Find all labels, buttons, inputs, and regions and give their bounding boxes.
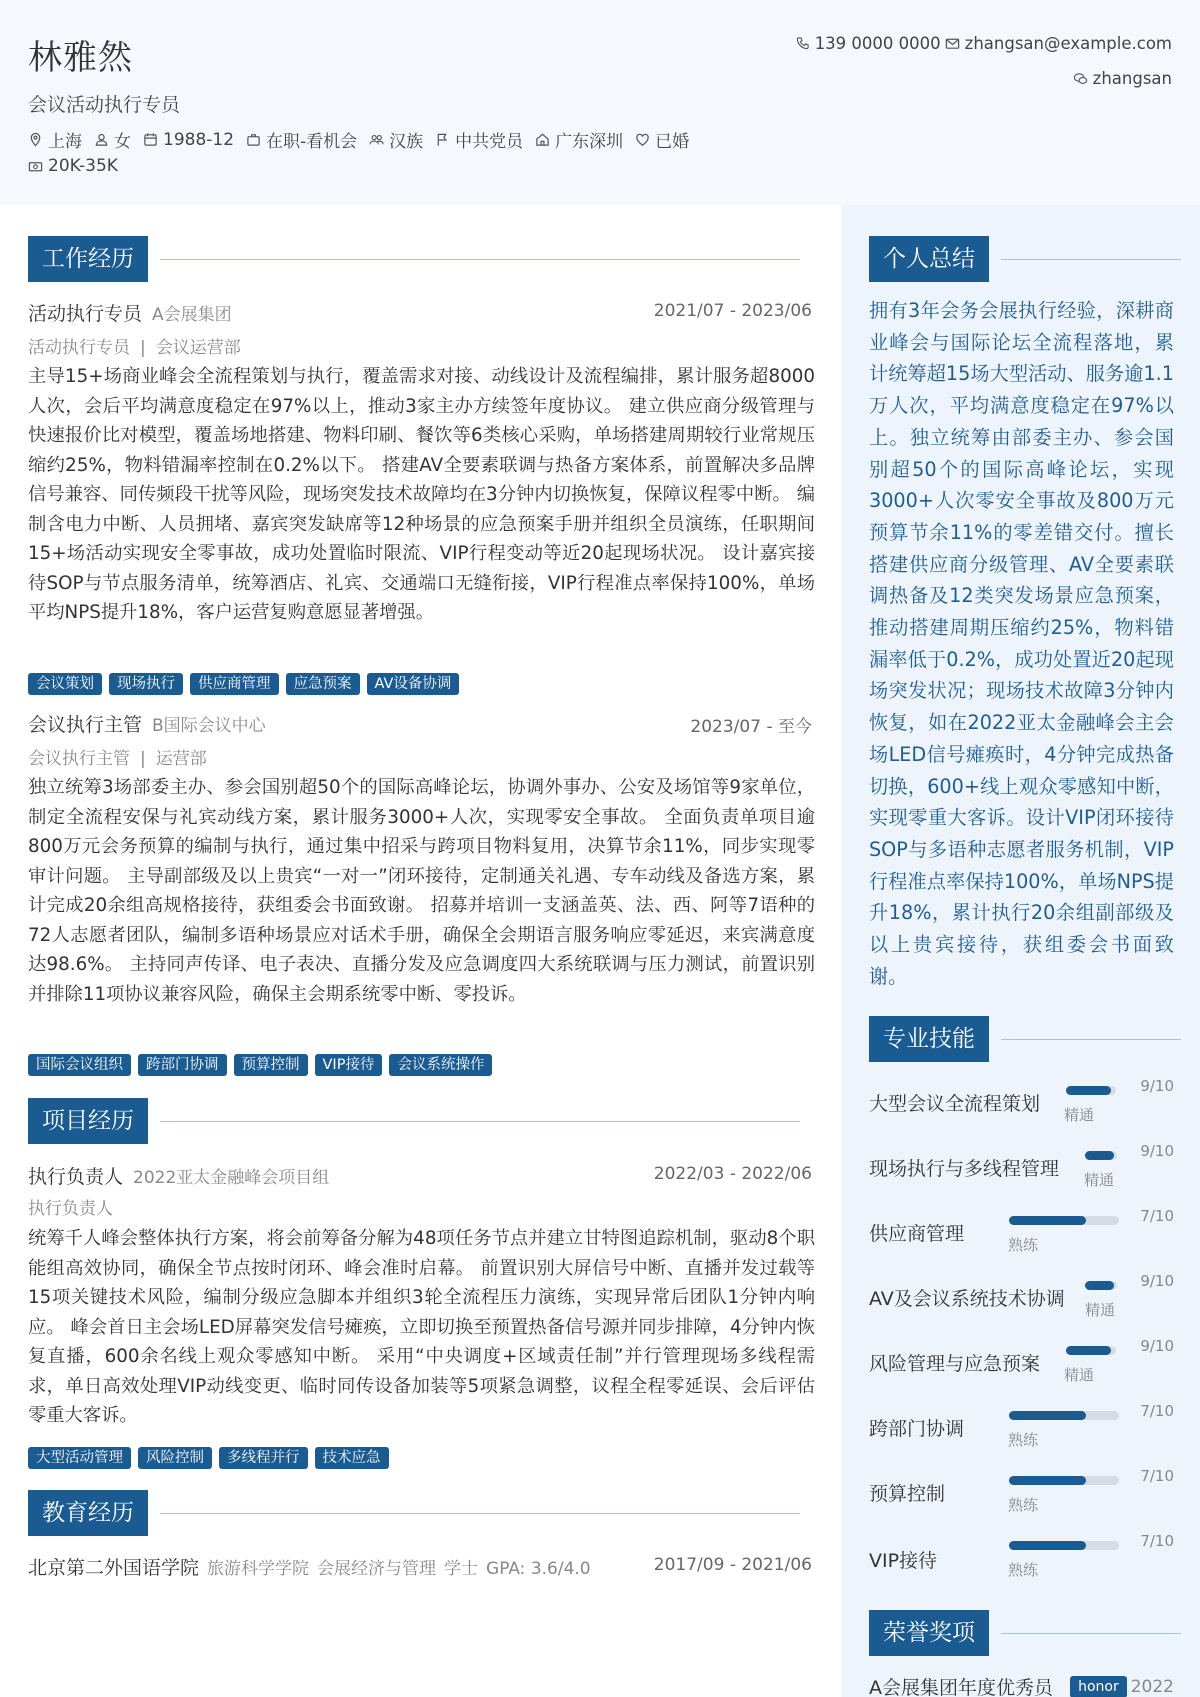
skills-heading: 专业技能 [869, 1016, 989, 1062]
gender-item [94, 127, 131, 152]
phone-icon [795, 36, 810, 51]
calendar-icon [143, 132, 158, 147]
company-name: B国际会议中心 [152, 716, 266, 736]
job-date: 2021/07 - 2023/06 [653, 301, 812, 321]
skill-tag: 大型活动管理 [28, 1447, 131, 1469]
skill-tag: 供应商管理 [190, 673, 279, 695]
summary-text: 拥有3年会务会展执行经验，深耕商业峰会与国际论坛全流程落地，累计统筹超15场大型活动、服务逾1.1万人次，平均满意度稳定在97%以上。独立统筹由部委主办、参会国别超50个的国际高峰论坛，实现3000+人次零安全事故及800万元预算节余11%的零差错交付。擅长搭建供应商分级管理、AV全要素联调热备及12类突发场景应急预案，推动搭建周期压缩约25%，物料错漏率低于0.2%，成功处置近20起现场突发状况；现场技术故障3分钟内恢复，如在2022亚太金融峰会主会场LED信号瘫痪时，4分钟完成热备切换，600+线上观众零感知中断，实现零重大客诉。设计VIP闭环接待SOP与多语种志愿者服务机制，VIP行程准点率保持100%，单场NPS提升18%，累计执行20余组副部级及以上贵宾接待，获组委会书面致谢。 [869, 299, 1174, 988]
skill-name: 供应商管理 [869, 1223, 965, 1245]
personal-info-row [28, 127, 701, 152]
school-name: 北京第二外国语学院 [28, 1557, 200, 1579]
honor-badge: honor [1070, 1676, 1127, 1697]
job-role: 活动执行专员 [28, 338, 130, 358]
award-year: 2022 [1130, 1676, 1174, 1697]
project-date: 2022/03 - 2022/06 [653, 1164, 812, 1184]
job-dept: 运营部 [155, 749, 207, 769]
skills-section-header [869, 1016, 1181, 1062]
status-text: 在职-看机会 [266, 132, 358, 152]
degree: 学士 [444, 1559, 479, 1579]
skill-tag: 预算控制 [234, 1054, 308, 1076]
flag-icon [435, 132, 450, 147]
home-icon [535, 132, 550, 147]
section-divider [1001, 1633, 1181, 1634]
wechat-row [1073, 69, 1172, 88]
gpa: GPA: 3.6/4.0 [486, 1559, 591, 1579]
skill-tag: 多线程并行 [219, 1447, 308, 1469]
political-item [435, 127, 523, 152]
section-divider [160, 259, 800, 260]
section-divider [160, 1513, 800, 1514]
skill-bar [1066, 1346, 1116, 1355]
skill-name: 预算控制 [869, 1483, 946, 1505]
skill-tag: 会议策划 [28, 673, 102, 695]
skill-level: 熟练 [1008, 1496, 1039, 1514]
skill-score: 7/10 [1140, 1532, 1174, 1550]
birth-text: 1988-12 [163, 129, 235, 150]
marital-text: 已婚 [655, 132, 690, 152]
user-icon [94, 132, 109, 147]
job-description: 独立统筹3场部委主办、参会国别超50个的国际高峰论坛，协调外事办、公安及场馆等9家单位，制定全流程安保与礼宾动线方案，累计服务3000+人次，实现零安全事故。 全面负责单项目逾800万元会务预算的编制与执行，通过集中招采与跨项目物料复用，决算节余11%，同步实现零审计问题。 主导副部级及以上贵宾“一对一”闭环接待，定制通关礼遇、专车动线及备选方案，累计完成20余组高规格接待，获组委会书面致谢。 招募并培训一支涵盖英、法、西、阿等7语种的72人志愿者团队，编制多语种场景应对话术手册，确保全会期语言服务响应零延迟，来宾满意度达98.6%。 主持同声传译、电子表决、直播分发及应急调度四大系统联调与压力测试，前置识别并排除11项协议兼容风险，确保主会期系统零中断、零投诉。 [28, 777, 815, 1005]
skill-bar-fill [1009, 1411, 1086, 1420]
project-title [28, 1162, 329, 1189]
job-title-text: 活动执行专员 [28, 303, 143, 325]
phone-text[interactable]: 139 0000 0000 [814, 34, 941, 53]
skill-tag: 国际会议组织 [28, 1054, 131, 1076]
skill-bar [1009, 1411, 1119, 1420]
divider-pipe: | [140, 338, 146, 358]
skill-item [869, 1532, 1174, 1592]
skill-bar-fill [1009, 1216, 1086, 1225]
section-divider [1001, 259, 1181, 260]
skill-item [869, 1142, 1174, 1202]
skill-score: 9/10 [1140, 1077, 1174, 1095]
contact-row [795, 34, 1172, 53]
skill-bar-fill [1085, 1281, 1114, 1290]
award-name: A会展集团年度优秀员 [869, 1677, 1053, 1697]
skill-bar [1085, 1281, 1117, 1290]
salary-row [28, 156, 130, 176]
work-heading: 工作经历 [28, 236, 148, 282]
status-item [246, 127, 357, 152]
skill-score: 7/10 [1140, 1467, 1174, 1485]
salary-text: 20K-35K [48, 156, 118, 176]
briefcase-icon [246, 132, 261, 147]
hometown-item [535, 127, 623, 152]
heart-icon [635, 132, 650, 147]
major-name: 会展经济与管理 [317, 1559, 437, 1579]
summary-section-header [869, 236, 1181, 282]
skill-tag: 技术应急 [315, 1447, 389, 1469]
skill-bar-fill [1085, 1151, 1114, 1160]
summary-heading: 个人总结 [869, 236, 989, 282]
email-text[interactable]: zhangsan@example.com [964, 34, 1172, 53]
marital-item [635, 127, 689, 152]
skill-name: 大型会议全流程策划 [869, 1093, 1041, 1115]
section-divider [160, 1121, 800, 1122]
skill-tag: 应急预案 [286, 673, 360, 695]
project-section-header [28, 1098, 800, 1144]
job-date: 2023/07 - 至今 [690, 717, 812, 737]
job-description: 主导15+场商业峰会全流程策划与执行，覆盖需求对接、动线设计及流程编排，累计服务超8000人次，会后平均满意度稳定在97%以上，推动3家主办方续签年度协议。 建立供应商分级管理与快速报价比对模型，覆盖场地搭建、物料印刷、餐饮等6类核心采购，单场搭建周期较行业常规压缩约25%，物料错漏率控制在0.2%以下。 搭建AV全要素联调与热备方案体系，前置解决多品牌信号兼容、同传频段干扰等风险，现场突发技术故障均在3分钟内切换恢复，保障议程零中断。 编制含电力中断、人员拥堵、嘉宾突发缺席等12种场景的应急预案手册并组织全员演练，任职期间15+场活动实现安全零事故，成功处置临时限流、VIP行程变动等近20起现场状况。 设计嘉宾接待SOP与节点服务清单，统筹酒店、礼宾、交通端口无缝衔接，VIP行程准点率保持100%，单场平均NPS提升18%，客户运营复购意愿显著增强。 [28, 366, 815, 623]
education-heading: 教育经历 [28, 1490, 148, 1536]
project-role: 执行负责人 [28, 1199, 113, 1219]
skill-item [869, 1467, 1174, 1527]
job-title-text: 会议执行主管 [28, 714, 143, 736]
education-section-header [28, 1490, 800, 1536]
location-text: 上海 [48, 132, 82, 152]
job-tags [28, 1054, 499, 1076]
skill-level: 精通 [1064, 1366, 1095, 1384]
skill-bar [1066, 1086, 1116, 1095]
project-tags [28, 1447, 396, 1469]
work-section-header [28, 236, 800, 282]
ethnicity-item [369, 127, 423, 152]
skill-bar-fill [1009, 1541, 1086, 1550]
skill-bar [1009, 1541, 1119, 1550]
skill-level: 精通 [1084, 1171, 1115, 1189]
skill-tag: 跨部门协调 [138, 1054, 227, 1076]
job-role: 会议执行主管 [28, 749, 130, 769]
job-title [28, 299, 232, 326]
skill-item [869, 1077, 1174, 1137]
skill-tag: 风险控制 [138, 1447, 212, 1469]
project-heading: 项目经历 [28, 1098, 148, 1144]
skill-item [869, 1272, 1174, 1332]
project-title-text: 执行负责人 [28, 1166, 124, 1188]
skill-bar-fill [1066, 1346, 1111, 1355]
job-title [28, 710, 266, 737]
salary-item [28, 156, 118, 176]
skill-level: 精通 [1064, 1106, 1095, 1124]
company-name: A会展集团 [152, 305, 232, 325]
skill-name: AV及会议系统技术协调 [869, 1288, 1065, 1310]
skill-tag: 现场执行 [109, 673, 183, 695]
skill-bar [1085, 1151, 1117, 1160]
education-entry [28, 1553, 591, 1580]
job-intention: 会议活动执行专员 [28, 94, 181, 116]
political-text: 中共党员 [455, 132, 524, 152]
skill-bar [1009, 1216, 1119, 1225]
birth-item [143, 130, 234, 150]
honors-section-header [869, 1610, 1181, 1656]
wechat-icon [1073, 71, 1088, 86]
skill-level: 熟练 [1008, 1561, 1039, 1579]
skill-bar [1009, 1476, 1119, 1485]
job-role-line [28, 744, 207, 769]
skill-item [869, 1402, 1174, 1462]
job-role-line [28, 333, 241, 358]
skill-name: 现场执行与多线程管理 [869, 1158, 1060, 1180]
mail-icon [945, 36, 960, 51]
award-entry [869, 1673, 1174, 1697]
skill-level: 熟练 [1008, 1236, 1039, 1254]
section-divider [1001, 1039, 1181, 1040]
skill-level: 熟练 [1008, 1431, 1039, 1449]
divider-pipe: | [140, 749, 146, 769]
hometown-text: 广东深圳 [555, 132, 624, 152]
gender-text: 女 [114, 132, 131, 152]
honors-heading: 荣誉奖项 [869, 1610, 989, 1656]
location-item [28, 127, 82, 152]
job-tags [28, 673, 466, 695]
skill-level: 精通 [1085, 1301, 1116, 1319]
skill-name: VIP接待 [869, 1550, 938, 1572]
skill-tag: AV设备协调 [367, 673, 460, 695]
skill-bar-fill [1009, 1476, 1086, 1485]
skill-item [869, 1207, 1174, 1267]
skill-score: 7/10 [1140, 1402, 1174, 1420]
skill-name: 跨部门协调 [869, 1418, 965, 1440]
job-dept: 会议运营部 [155, 338, 241, 358]
skill-score: 7/10 [1140, 1207, 1174, 1225]
college-name: 旅游科学学院 [207, 1559, 310, 1579]
skill-tag: VIP接待 [315, 1054, 383, 1076]
skill-name: 风险管理与应急预案 [869, 1353, 1041, 1375]
skill-bar-fill [1066, 1086, 1111, 1095]
skill-tag: 会议系统操作 [389, 1054, 492, 1076]
location-icon [28, 132, 43, 147]
project-name: 2022亚太金融峰会项目组 [133, 1168, 330, 1188]
candidate-name: 林雅然 [28, 38, 133, 78]
skill-item [869, 1337, 1174, 1397]
wechat-text[interactable]: zhangsan [1092, 69, 1172, 88]
education-date: 2017/09 - 2021/06 [653, 1555, 812, 1575]
ethnicity-text: 汉族 [389, 132, 424, 152]
project-description: 统筹千人峰会整体执行方案，将会前筹备分解为48项任务节点并建立甘特图追踪机制，驱动8个职能组高效协同，确保全节点按时闭环、峰会准时启幕。 前置识别大屏信号中断、直播并发过载等15项关键技术风险，编制分级应急脚本并组织3轮全流程压力演练，实现异常后团队1分钟内响应。 峰会首日主会场LED屏幕突发信号瘫痪，立即切换至预置热备信号源并同步排障，4分钟内恢复直播，600余名线上观众零感知中断。 采用“中央调度+区域责任制”并行管理现场多线程需求，单日高效处理VIP动线变更、临时同传设备加装等5项紧急调整，议程全程零延误、会后评估零重大客诉。 [28, 1228, 815, 1426]
skill-score: 9/10 [1140, 1337, 1174, 1355]
money-icon [28, 159, 43, 174]
group-icon [369, 132, 384, 147]
skill-score: 9/10 [1140, 1142, 1174, 1160]
skill-score: 9/10 [1140, 1272, 1174, 1290]
